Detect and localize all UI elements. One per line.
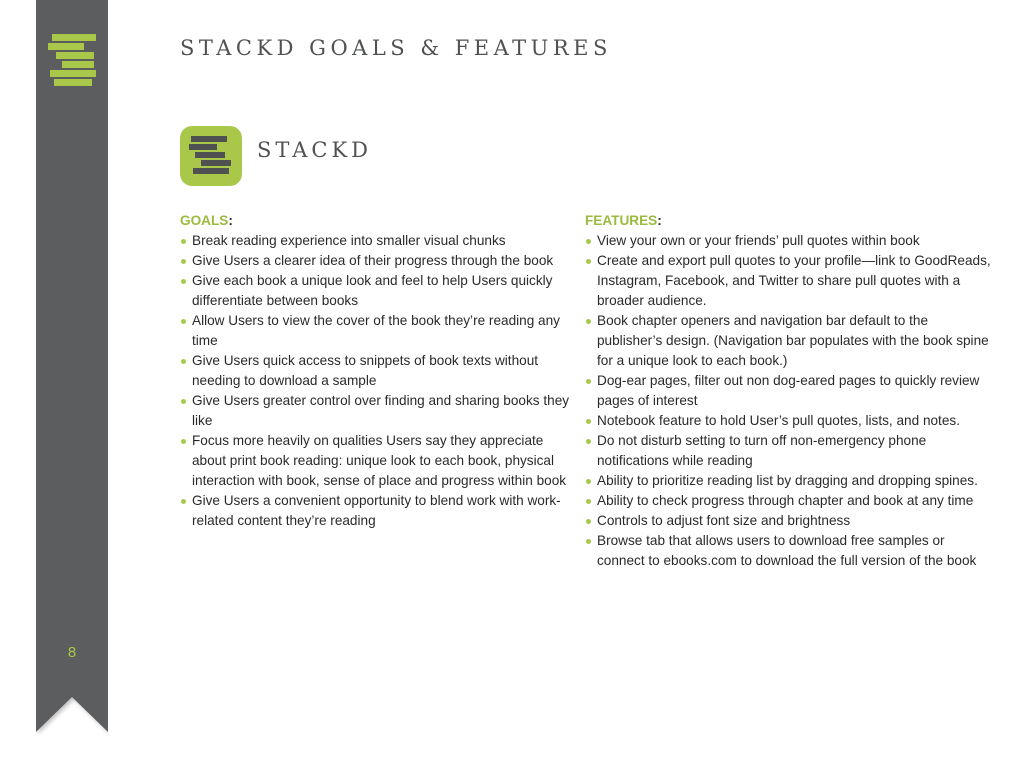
bookmark-ribbon [36, 0, 108, 740]
feature-item: Ability to prioritize reading list by dragging and dropping spines. [585, 471, 995, 491]
goal-item: Give Users a clearer idea of their progress through the book [180, 251, 572, 271]
goal-item: Give Users a convenient opportunity to blend work with work-related content they’re reading [180, 491, 572, 531]
features-list [585, 231, 995, 571]
feature-item: Book chapter openers and navigation bar default to the publisher’s design. (Navigation bar populates with the book spine for a unique look to each book.) [585, 311, 995, 371]
stacked-books-icon [189, 134, 233, 178]
app-icon [180, 126, 242, 186]
features-heading: FEATURES: [585, 213, 662, 228]
page-number: 8 [67, 644, 77, 661]
feature-item: Browse tab that allows users to download free samples or connect to ebooks.com to download the full version of the book [585, 531, 995, 571]
feature-item: Notebook feature to hold User’s pull quotes, lists, and notes. [585, 411, 995, 431]
feature-item: View your own or your friends’ pull quotes within book [585, 231, 995, 251]
goals-heading: GOALS: [180, 213, 233, 228]
goals-section [180, 211, 572, 531]
feature-item: Ability to check progress through chapter and book at any time [585, 491, 995, 511]
feature-item: Dog-ear pages, filter out non dog-eared pages to quickly review pages of interest [585, 371, 995, 411]
goal-item: Allow Users to view the cover of the book they’re reading any time [180, 311, 572, 351]
goals-list [180, 231, 572, 531]
goal-item: Break reading experience into smaller visual chunks [180, 231, 572, 251]
app-name: STACKD [257, 138, 373, 162]
page-title: STACKD GOALS & FEATURES [180, 36, 612, 60]
goal-item: Focus more heavily on qualities Users say they appreciate about print book reading: unique look to each book, physical interaction with book, sense of place and progress within book [180, 431, 572, 491]
features-section [585, 211, 995, 571]
feature-item: Do not disturb setting to turn off non-emergency phone notifications while reading [585, 431, 995, 471]
stackd-logo-icon [48, 34, 96, 86]
goal-item: Give Users quick access to snippets of book texts without needing to download a sample [180, 351, 572, 391]
goal-item: Give Users greater control over finding and sharing books they like [180, 391, 572, 431]
goal-item: Give each book a unique look and feel to help Users quickly differentiate between books [180, 271, 572, 311]
ribbon-shape [36, 0, 108, 740]
feature-item: Create and export pull quotes to your profile—link to GoodReads, Instagram, Facebook, and Twitter to share pull quotes with a broader audience. [585, 251, 995, 311]
feature-item: Controls to adjust font size and brightness [585, 511, 995, 531]
